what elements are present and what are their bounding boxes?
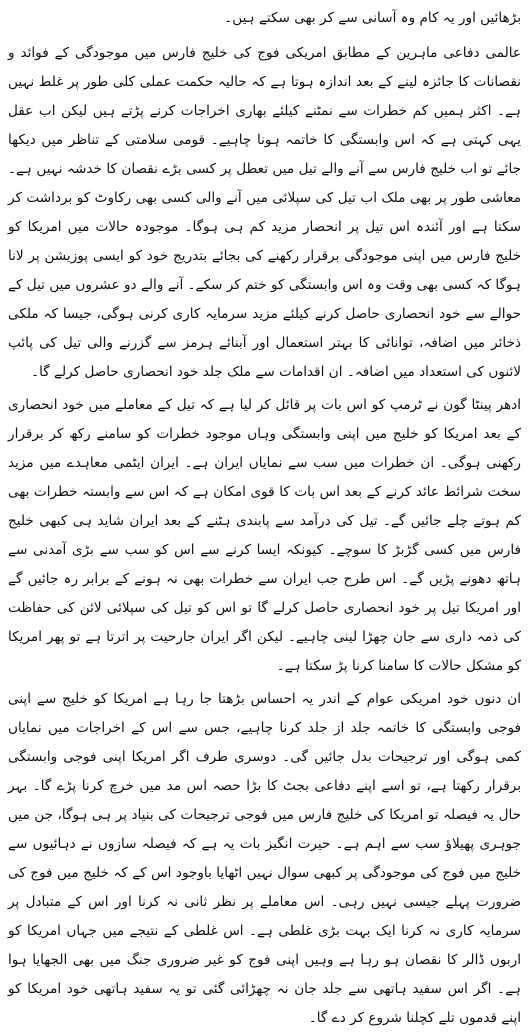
article-paragraph-2: عالمی دفاعی ماہرین کے مطابق امریکی فوج کی خلیج فارس میں موجودگی کے فوائد و نقصانات کا جائزہ لینے کے بعد اندازہ ہوتا ہے کہ حالیہ حکمت عملی کلی طور پر غلط نہیں ہے۔ اکثر ہمیں کم خطرات سے نمٹنے کیلئے بھاری اخراجات کرنے پڑتے ہیں لیکن اب عقل یہی کہتی ہے کہ اس وابستگی کا خاتمہ ہونا چاہیے۔ قومی سلامتی کے تناظر میں دیکھا جائے تو اب خلیج فارس سے آنے والے تیل میں تعطل پر کسی بڑے نقصان کا خدشہ نہیں ہے۔ معاشی طور پر بھی ملک اب تیل کی سپلائی میں آنے والی کسی بھی رکاوٹ کو برداشت کر سکتا ہے اور آئندہ اس تیل پر انحصار مزید کم ہی ہوگا۔ موجودہ حالات میں امریکا کو خلیج فارس میں اپنی موجودگی برقرار رکھنے کی بجائے بتدریج خود کو ایسی پوزیشن پر لانا ہوگا کہ کسی بھی وقت وہ اس وابستگی کو ختم کر سکے۔ آنے والے دو عشروں میں تیل کے حوالے سے خود انحصاری حاصل کرنے کیلئے مزید سرمایہ کاری کرنی ہوگی، جیسا کہ ملکی ذخائر میں اضافہ، توانائی کا بہتر استعمال اور آبنائے ہرمز سے گزرنے والی تیل کی پائپ لائنوں کی استعداد میں اضافہ۔ ان اقدامات سے ملک جلد خود انحصاری حاصل کرلے گا۔: [8, 45, 521, 380]
article-paragraph-3: ادھر پینٹا گون نے ٹرمپ کو اس بات پر قائل کر لیا ہے کہ تیل کے معاملے میں خود انحصاری کے بعد امریکا کو خلیج میں اپنی وابستگی وہاں موجود خطرات کو سامنے رکھ کر برقرار رکھنی ہوگی۔ ان خطرات میں سب سے نمایاں ایران ہے۔ ایران ایٹمی معاہدے میں مزید سخت شرائط عائد کرنے کے بعد اس بات کا قوی امکان ہے کہ اس سے وابستہ خطرات بھی کم ہوتے چلے جائیں گے۔ تیل کی درآمد سے پابندی ہٹنے کے بعد ایران شاید ہی کبھی خلیج فارس میں کسی گڑبڑ کا سوچے۔ کیونکہ ایسا کرنے سے اس کو سب سے بڑی آمدنی سے ہاتھ دھونے پڑیں گے۔ اس طرح جب ایران سے خطرات بھی نہ ہونے کے برابر رہ جائیں گے اور امریکا تیل پر خود انحصاری حاصل کرلے گا تو اس کو تیل کی سپلائی لائن کی حفاظت کی ذمہ داری سے جان چھڑا لینی چاہیے۔ لیکن اگر ایران جارحیت پر اترتا ہے تو پھر امریکا کو مشکل حالات کا سامنا کرنا پڑ سکتا ہے۔: [8, 397, 521, 674]
article-paragraph-4: ان دنوں خود امریکی عوام کے اندر یہ احساس بڑھتا جا رہا ہے امریکا کو خلیج سے اپنی فوجی وابستگی کا خاتمہ جلد از جلد کرنا چاہیے، جس سے اس کے اخراجات میں نمایاں کمی ہوگی اور ترجیحات بدل جائیں گی۔ دوسری طرف اگر امریکا اپنی فوجی وابستگی برقرار رکھتا ہے، تو اسے اپنے دفاعی بجٹ کا بڑا حصہ اس مد میں خرچ کرنا پڑے گا۔ بہر حال یہ فیصلہ تو امریکا کی خلیج فارس میں فوجی ترجیحات کی بنیاد پر ہی ہوگا، جن میں جوہری پھیلاؤ سب سے اہم ہے۔ حیرت انگیز بات یہ ہے کہ فیصلہ سازوں نے دہائیوں سے خلیج میں فوج کی موجودگی پر کبھی سوال نہیں اٹھایا باوجود اس کے کہ خلیج میں فوج کی ضرورت پہلے جیسی نہیں رہی۔ اس معاملے پر نظر ثانی نہ کرنا اور اس کے متبادل پر سرمایہ کاری نہ کرنا ایک بہت بڑی غلطی ہے۔ اس غلطی کے نتیجے میں جہاں امریکا کو اربوں ڈالر کا نقصان ہو رہا ہے وہیں اپنی فوج کو غیر ضروری جنگ میں بھی الجھایا ہوا ہے۔ اگر اس سفید ہاتھی سے جلد جان نہ چھڑائی گئی تو یہ سفید ہاتھی خود امریکا کو اپنے قدموں تلے کچلنا شروع کر دے گا۔: [8, 691, 521, 1026]
article-paragraph-1: بڑھائیں اور یہ کام وہ آسانی سے کر بھی سکتے ہیں۔: [224, 10, 521, 26]
